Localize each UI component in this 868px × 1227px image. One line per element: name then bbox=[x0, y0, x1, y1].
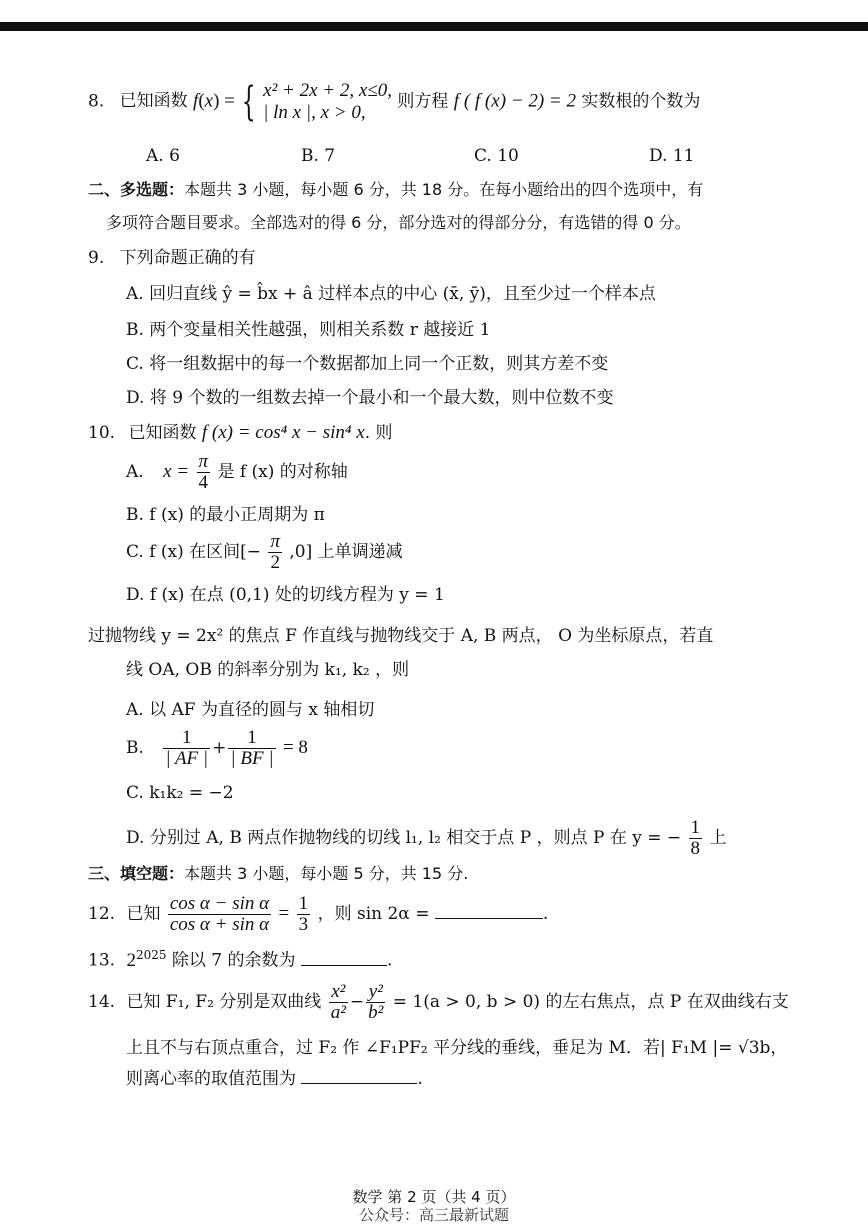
q9-option-d: D. 将 9 个数的一组数去掉一个最小和一个最大数，则中位数不变 bbox=[126, 388, 614, 408]
q8-option-c: C. 10 bbox=[474, 146, 519, 166]
question-11-line2: 线 OA, OB 的斜率分别为 k₁, k₂ ，则 bbox=[126, 660, 410, 680]
fraction: $\frac{1}{| AF |}$ bbox=[165, 727, 209, 769]
q10-option-d: D. f (x) 在点 (0,1) 处的切线方程为 y = 1 bbox=[126, 585, 445, 605]
q11-option-c: C. k₁k₂ = −2 bbox=[126, 783, 234, 803]
q11-option-b: B. $\frac{1}{| AF |}$ + $\frac{1}{| BF |}$ = 8 bbox=[126, 727, 308, 769]
fraction: $\frac{1}{3}$ bbox=[298, 893, 309, 935]
section-2-line2: 多项符合题目要求。全部选对的得 6 分，部分选对的得部分分，有选错的得 0 分。 bbox=[106, 213, 691, 232]
answer-blank[interactable] bbox=[435, 917, 543, 919]
equation: f ( f (x) − 2) = 2 bbox=[453, 90, 576, 112]
q9-option-c: C. 将一组数据中的每一个数据都加上同一个正数，则其方差不变 bbox=[126, 354, 609, 374]
question-text: 下列命题正确的有 bbox=[119, 248, 256, 268]
q10-option-c: C. f (x) 在区间[− $\frac{\pi}{2}$ ,0] 上单调递减 bbox=[126, 531, 403, 573]
fraction: $\frac{1}{8}$ bbox=[690, 817, 701, 859]
question-13: 13. $2^{2025}$ 除以 7 的余数为 . bbox=[88, 948, 393, 971]
answer-blank[interactable] bbox=[301, 1082, 417, 1084]
q10-option-b: B. f (x) 的最小正周期为 π bbox=[126, 505, 325, 525]
q11-option-d: D. 分别过 A, B 两点作抛物线的切线 l₁, l₂ 相交于点 P ，则点 P 在 y = − $\frac{1}{8}$ 上 bbox=[126, 817, 727, 859]
question-number: 13. bbox=[88, 950, 116, 971]
section-title: 三、填空题： bbox=[88, 864, 185, 883]
question-14: 14. 已知 F₁, F₂ 分别是双曲线 $\frac{\text{x²}}{\text{a²}}$ − $\frac{\text{y²}}{\text{b²}}$ = 1(a > 0, b > 0) 的左右焦点，点 P 在双曲线右支 bbox=[88, 981, 789, 1023]
q8-option-d: D. 11 bbox=[649, 146, 695, 166]
fraction: $\frac{\text{x²}}{\text{a²}}$ bbox=[330, 981, 346, 1023]
answer-blank[interactable] bbox=[301, 964, 387, 966]
question-9 bbox=[88, 248, 256, 268]
q8-option-a: A. 6 bbox=[146, 146, 180, 166]
question-text: 已知 bbox=[126, 903, 161, 924]
question-14-line3: 则离心率的取值范围为 . bbox=[126, 1069, 423, 1089]
section-3-header: 三、填空题：本题共 3 小题，每小题 5 分，共 15 分. bbox=[88, 864, 469, 883]
question-number: 14. bbox=[88, 991, 116, 1012]
page-footer: 数学 第 2 页（共 4 页） bbox=[352, 1188, 516, 1206]
question-14-line2: 上且不与右顶点重合，过 F₂ 作 ∠F₁PF₂ 平分线的垂线，垂足为 M．若| F₁M |= √3b， bbox=[126, 1038, 788, 1058]
fraction: $\frac{\text{y²}}{\text{b²}}$ bbox=[368, 981, 384, 1023]
fraction: $\frac{1}{| BF |}$ bbox=[230, 727, 274, 769]
question-10: 10. 已知函数 f (x) = cos⁴ x − sin⁴ x. 则 bbox=[88, 422, 393, 443]
section-title: 二、多选题： bbox=[88, 180, 185, 199]
question-number: 12. bbox=[88, 903, 116, 924]
question-11: 过抛物线 y = 2x² 的焦点 F 作直线与抛物线交于 A, B 两点， O 为坐标原点，若直 bbox=[88, 626, 714, 646]
section-2-header: 二、多选题：本题共 3 小题，每小题 6 分，共 18 分。在每小题给出的四个选项中，有 bbox=[88, 180, 704, 199]
q9-option-a: A. 回归直线 ŷ = b̂x + â 过样本点的中心 (x̄, ȳ)，且至少过一个样本点 bbox=[126, 284, 656, 304]
question-text: 已知函数 bbox=[119, 91, 188, 112]
question-number: 9. bbox=[88, 248, 105, 268]
watermark-text: 公众号：高三最新试题 bbox=[358, 1206, 509, 1224]
question-8: 8. 已知函数 f(x) = { x² + 2x + 2, x≤0, | ln x |, x > 0, 则方程 f ( f (x) − 2) = 2 实数根的个数为 bbox=[88, 78, 701, 125]
case-brace: { bbox=[242, 78, 257, 125]
question-number: 8. bbox=[88, 91, 105, 112]
question-text: 已知 F₁, F₂ 分别是双曲线 bbox=[126, 991, 322, 1012]
question-number: 10. bbox=[88, 423, 116, 443]
fraction: $\frac{\pi}{4}$ bbox=[198, 451, 209, 493]
question-text: 已知函数 bbox=[128, 423, 197, 443]
q10-option-a: A. x = $\frac{\pi}{4}$ 是 f (x) 的对称轴 bbox=[126, 451, 348, 493]
q8-option-b: B. 7 bbox=[301, 146, 336, 166]
top-border-bar bbox=[0, 22, 868, 31]
piecewise-cases: x² + 2x + 2, x≤0, | ln x |, x > 0, bbox=[263, 80, 392, 123]
q11-option-a: A. 以 AF 为直径的圆与 x 轴相切 bbox=[126, 700, 375, 720]
question-12: 12. 已知 $\frac{\text{cos α − sin α}}{\text{cos α + sin α}}$ = $\frac{1}{3}$ ，则 sin 2α = . bbox=[88, 893, 549, 935]
q9-option-b: B. 两个变量相关性越强，则相关系数 r 越接近 1 bbox=[126, 320, 491, 340]
equation: f (x) = cos⁴ x − sin⁴ x bbox=[201, 422, 365, 443]
fraction: $\frac{\text{cos α − sin α}}{\text{cos α + sin α}}$ bbox=[169, 893, 270, 935]
fraction: $\frac{\pi}{2}$ bbox=[270, 531, 280, 573]
